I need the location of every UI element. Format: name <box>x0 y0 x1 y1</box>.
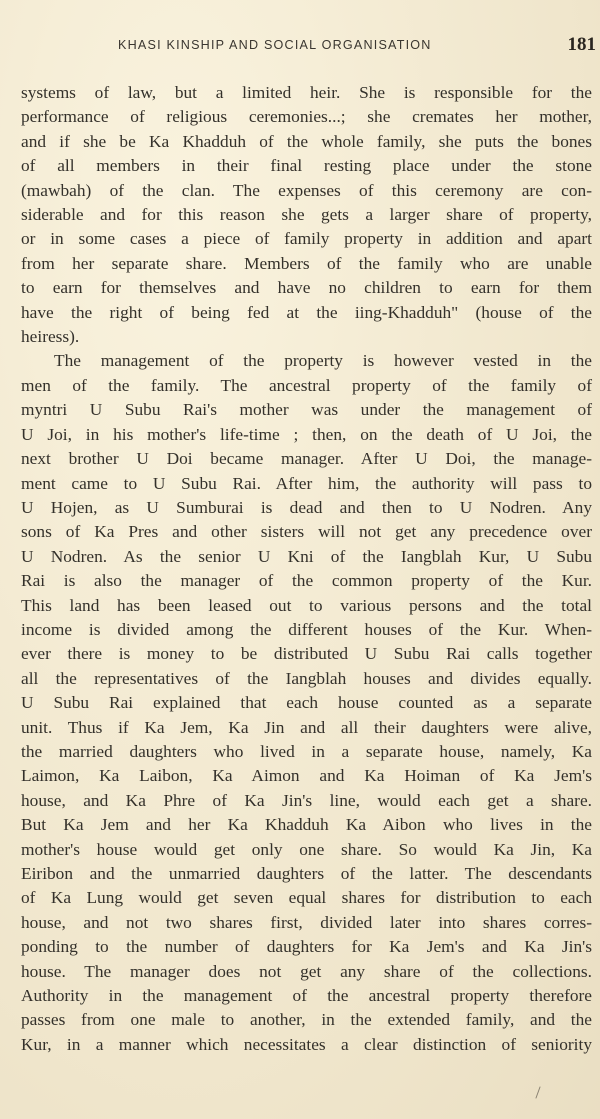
page-number: 181 <box>567 34 596 55</box>
text-line: (mawbah) of the clan. The expenses of this ceremony are con- <box>21 180 592 200</box>
text-line: to earn for themselves and have no children to earn for them <box>21 278 592 298</box>
text-line: men of the family. The ancestral property of the family of <box>21 375 592 395</box>
body-text <box>21 81 592 1057</box>
text-line: Authority in the management of the ancestral property therefore <box>21 986 592 1006</box>
text-line: This land has been leased out to various persons and the total <box>21 595 592 615</box>
text-line: U Joi, in his mother's life-time ; then, on the death of U Joi, the <box>21 424 592 444</box>
text-line: ment came to U Subu Rai. After him, the authority will pass to <box>21 473 592 493</box>
text-line: house, and not two shares first, divided later into shares corres- <box>21 912 592 932</box>
text-line: The management of the property is however vested in the <box>54 351 592 371</box>
text-line: from her separate share. Members of the family who are unable <box>21 253 592 273</box>
text-line: U Subu Rai explained that each house counted as a separate <box>21 693 592 713</box>
text-line: U Hojen, as U Sumburai is dead and then to U Nodren. Any <box>21 497 592 517</box>
text-line: or in some cases a piece of family property in addition and apart <box>21 229 592 249</box>
text-line: heiress). <box>21 327 80 347</box>
text-line: income is divided among the different houses of the Kur. When- <box>21 619 592 639</box>
text-line: performance of religious ceremonies...; she cremates her mother, <box>21 107 592 127</box>
text-line: Kur, in a manner which necessitates a clear distinction of seniority <box>21 1034 592 1054</box>
paragraph-continued <box>21 81 592 349</box>
text-line: and if she be Ka Khadduh of the whole family, she puts the bones <box>21 131 592 151</box>
text-line: Rai is also the manager of the common property of the Kur. <box>21 571 592 591</box>
text-line: siderable and for this reason she gets a larger share of property, <box>21 205 592 225</box>
text-line: house. The manager does not get any share of the collections. <box>21 961 592 981</box>
paragraph-management <box>21 349 592 1057</box>
text-line: sons of Ka Pres and other sisters will not get any precedence over <box>21 522 592 542</box>
text-line: the married daughters who lived in a separate house, namely, Ka <box>21 741 592 761</box>
text-line: of Ka Lung would get seven equal shares for distribution to each <box>21 888 592 908</box>
text-line: But Ka Jem and her Ka Khadduh Ka Aibon who lives in the <box>21 815 592 835</box>
text-line: all the representatives of the Iangblah houses and divides equally. <box>21 668 592 688</box>
text-line: have the right of being fed at the iing-Khadduh" (house of the <box>21 302 592 322</box>
text-line: of all members in their final resting place under the stone <box>21 156 592 176</box>
text-line: ever there is money to be distributed U Subu Rai calls together <box>21 644 592 664</box>
text-line: unit. Thus if Ka Jem, Ka Jin and all their daughters were alive, <box>21 717 592 737</box>
text-line: Eiribon and the unmarried daughters of the latter. The descendants <box>21 864 592 883</box>
text-line: U Nodren. As the senior U Kni of the Iangblah Kur, U Subu <box>21 546 592 566</box>
text-line: myntri U Subu Rai's mother was under the management of <box>21 400 592 420</box>
running-head <box>0 36 600 58</box>
text-line: next brother U Doi became manager. After U Doi, the manage- <box>21 449 592 469</box>
text-line: mother's house would get only one share. So would Ka Jin, Ka <box>21 839 592 859</box>
text-line: ponding to the number of daughters for Ka Jem's and Ka Jin's <box>21 937 592 957</box>
text-line: systems of law, but a limited heir. She is responsible for the <box>21 83 592 102</box>
text-line: passes from one male to another, in the extended family, and the <box>21 1010 592 1030</box>
running-title: KHASI KINSHIP AND SOCIAL ORGANISATION <box>118 38 432 52</box>
pencil-mark-icon <box>534 1086 542 1100</box>
text-line: house, and Ka Phre of Ka Jin's line, would each get a share. <box>21 790 592 810</box>
text-line: Laimon, Ka Laibon, Ka Aimon and Ka Hoiman of Ka Jem's <box>21 766 592 786</box>
